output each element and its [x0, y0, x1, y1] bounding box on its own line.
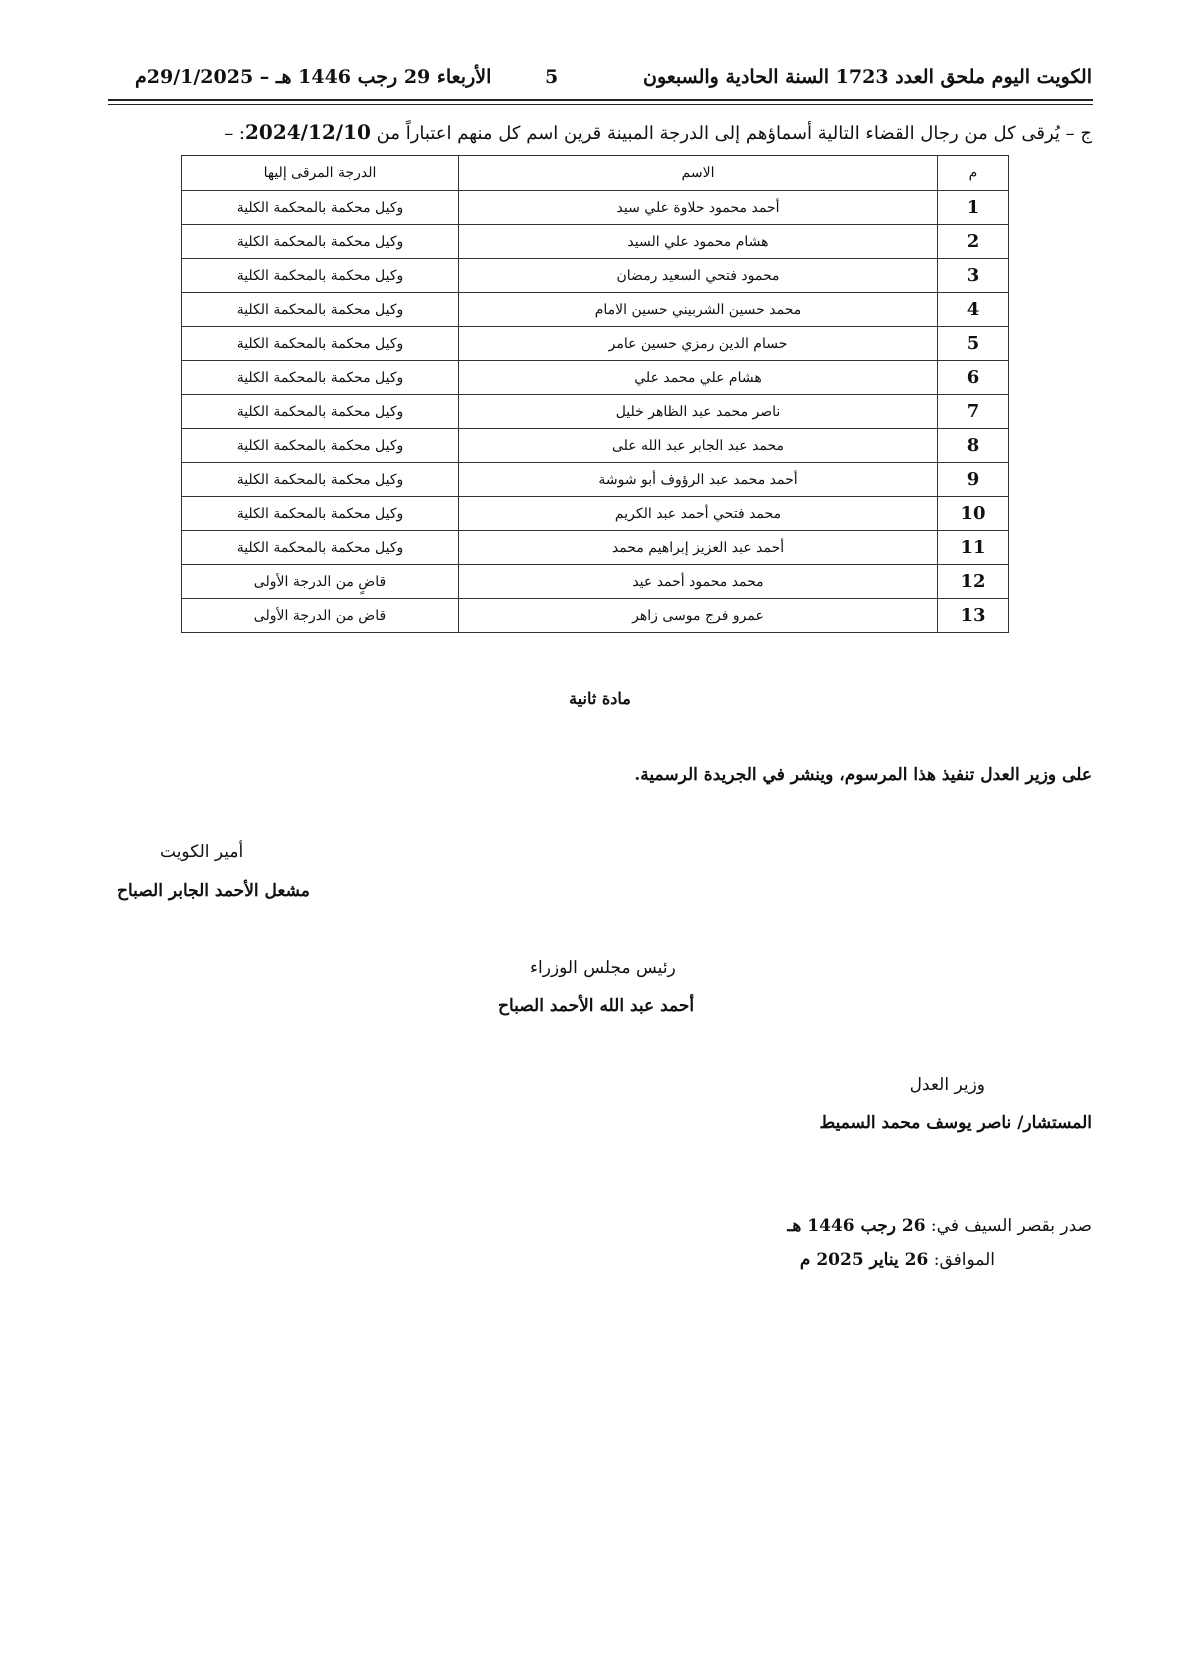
- table-row: [182, 225, 1009, 259]
- article-two-heading: مادة ثانية: [569, 689, 631, 708]
- row-index: 6: [938, 361, 1009, 395]
- table-row: [182, 565, 1009, 599]
- intro-prefix: ج – يُرقى كل من رجال القضاء التالية أسماؤهم إلى الدرجة المبينة قرين اسم كل منهم اعتباراً من: [370, 123, 1092, 144]
- row-name: ناصر محمد عبد الظاهر خليل: [459, 395, 938, 429]
- header-rule-top: [108, 99, 1093, 101]
- emir-title: أمير الكويت: [160, 842, 244, 862]
- issued-gregorian-date: 26 يناير 2025 م: [799, 1250, 929, 1270]
- emir-name: مشعل الأحمد الجابر الصباح: [117, 881, 310, 901]
- issued-gregorian: [800, 1250, 995, 1270]
- row-grade: وكيل محكمة بالمحكمة الكلية: [182, 463, 459, 497]
- row-name: هشام محمود علي السيد: [459, 225, 938, 259]
- table-row: [182, 361, 1009, 395]
- table-row: [182, 191, 1009, 225]
- issued-hijri-label: صدر بقصر السيف في:: [925, 1216, 1092, 1236]
- row-index: 10: [938, 497, 1009, 531]
- issued-hijri: [787, 1216, 1092, 1236]
- row-name: محمد حسين الشربيني حسين الامام: [459, 293, 938, 327]
- row-name: أحمد عبد العزيز إبراهيم محمد: [459, 531, 938, 565]
- table-row: [182, 531, 1009, 565]
- row-grade: وكيل محكمة بالمحكمة الكلية: [182, 395, 459, 429]
- table-row: [182, 259, 1009, 293]
- promotions-table: [181, 155, 1009, 633]
- row-index: 11: [938, 531, 1009, 565]
- intro-suffix: : –: [224, 123, 245, 144]
- row-index: 1: [938, 191, 1009, 225]
- table-row: [182, 293, 1009, 327]
- row-index: 3: [938, 259, 1009, 293]
- row-grade: وكيل محكمة بالمحكمة الكلية: [182, 361, 459, 395]
- row-name: محمود فتحي السعيد رمضان: [459, 259, 938, 293]
- row-grade: وكيل محكمة بالمحكمة الكلية: [182, 259, 459, 293]
- table-header-row: [182, 156, 1009, 191]
- issued-gregorian-label: الموافق:: [928, 1250, 995, 1270]
- column-header-grade: الدرجة المرقى إليها: [182, 156, 459, 191]
- row-index: 7: [938, 395, 1009, 429]
- row-name: محمد محمود أحمد عيد: [459, 565, 938, 599]
- row-index: 8: [938, 429, 1009, 463]
- row-grade: وكيل محكمة بالمحكمة الكلية: [182, 293, 459, 327]
- row-name: محمد عبد الجابر عبد الله على: [459, 429, 938, 463]
- row-name: حسام الدين رمزي حسين عامر: [459, 327, 938, 361]
- table-row: [182, 327, 1009, 361]
- row-name: أحمد محمد عبد الرؤوف أبو شوشة: [459, 463, 938, 497]
- justice-minister-title: وزير العدل: [909, 1075, 985, 1095]
- page-number: 5: [545, 66, 559, 88]
- row-index: 4: [938, 293, 1009, 327]
- row-name: محمد فتحي أحمد عبد الكريم: [459, 497, 938, 531]
- row-index: 9: [938, 463, 1009, 497]
- row-name: أحمد محمود حلاوة علي سيد: [459, 191, 938, 225]
- row-index: 2: [938, 225, 1009, 259]
- row-grade: وكيل محكمة بالمحكمة الكلية: [182, 531, 459, 565]
- intro-date: 2024/12/10: [245, 120, 371, 144]
- justice-minister-name: المستشار/ ناصر يوسف محمد السميط: [819, 1113, 1092, 1133]
- pm-name: أحمد عبد الله الأحمد الصباح: [498, 996, 695, 1016]
- row-grade: وكيل محكمة بالمحكمة الكلية: [182, 497, 459, 531]
- row-index: 12: [938, 565, 1009, 599]
- gazette-title: الكويت اليوم ملحق العدد 1723 السنة الحادية والسبعون: [643, 66, 1092, 88]
- issued-hijri-date: 26 رجب 1446 هـ: [787, 1216, 926, 1236]
- row-name: هشام علي محمد علي: [459, 361, 938, 395]
- row-index: 13: [938, 599, 1009, 633]
- table-row: [182, 463, 1009, 497]
- row-grade: وكيل محكمة بالمحكمة الكلية: [182, 429, 459, 463]
- row-index: 5: [938, 327, 1009, 361]
- column-header-index: م: [938, 156, 1009, 191]
- promotion-intro: [224, 120, 1092, 144]
- row-grade: قاضٍ من الدرجة الأولى: [182, 565, 459, 599]
- row-name: عمرو فرج موسى زاهر: [459, 599, 938, 633]
- header-rule-bottom: [108, 104, 1093, 105]
- row-grade: قاض من الدرجة الأولى: [182, 599, 459, 633]
- table-row: [182, 599, 1009, 633]
- table-row: [182, 497, 1009, 531]
- column-header-name: الاسم: [459, 156, 938, 191]
- pm-title: رئيس مجلس الوزراء: [530, 958, 676, 978]
- row-grade: وكيل محكمة بالمحكمة الكلية: [182, 327, 459, 361]
- table-row: [182, 429, 1009, 463]
- row-grade: وكيل محكمة بالمحكمة الكلية: [182, 191, 459, 225]
- row-grade: وكيل محكمة بالمحكمة الكلية: [182, 225, 459, 259]
- table-row: [182, 395, 1009, 429]
- header-date: الأربعاء 29 رجب 1446 هـ – 29/1/2025م: [135, 66, 492, 88]
- article-two-text: على وزير العدل تنفيذ هذا المرسوم، وينشر في الجريدة الرسمية.: [634, 765, 1092, 785]
